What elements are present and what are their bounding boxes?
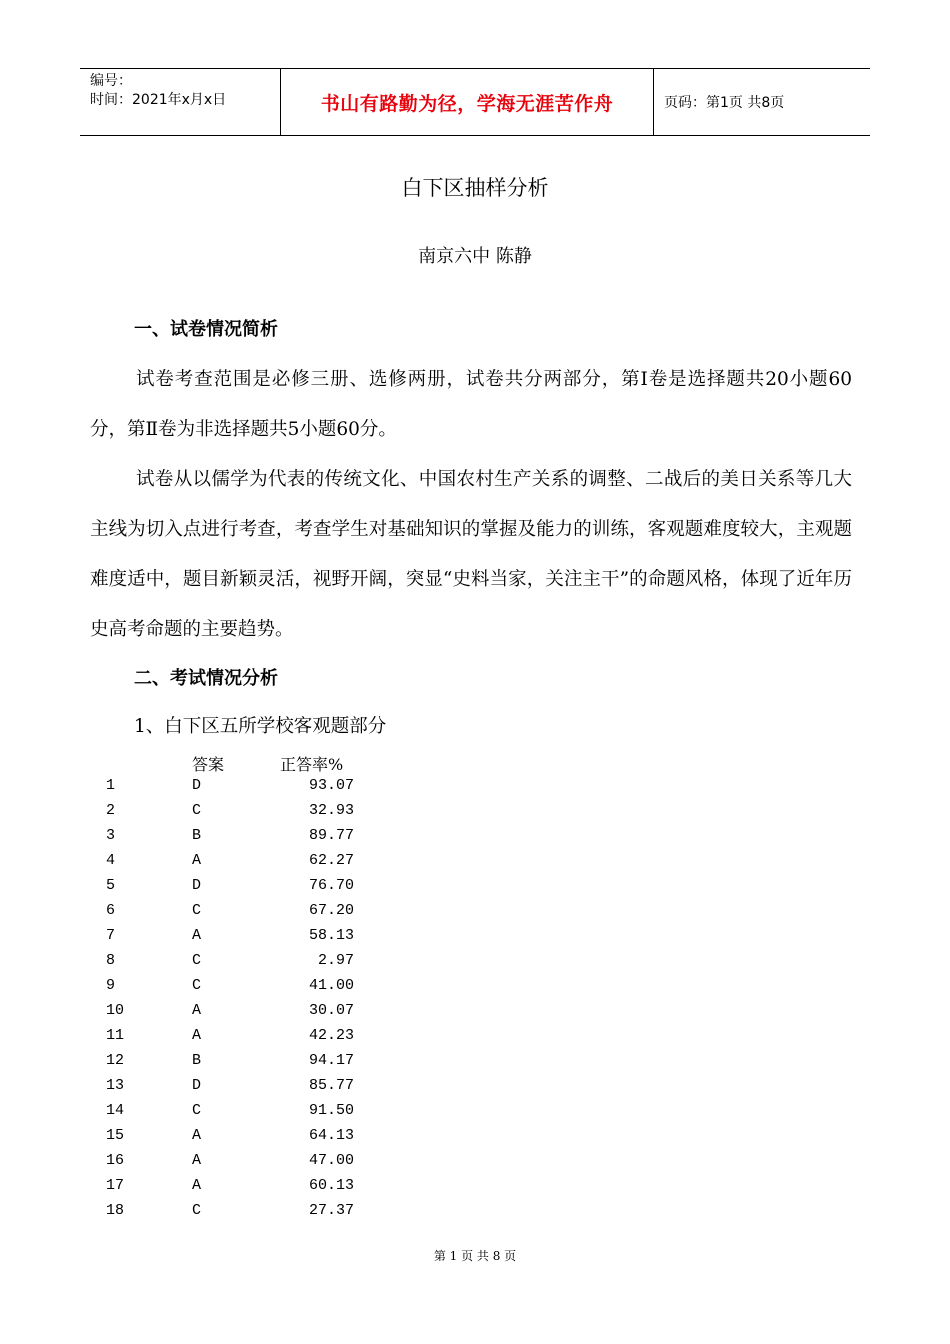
answer-cell: D bbox=[192, 877, 202, 894]
rate-cell: 30.07 bbox=[308, 1002, 354, 1019]
table-row bbox=[0, 1002, 400, 1027]
table-row bbox=[0, 1127, 400, 1152]
rate-cell: 67.20 bbox=[308, 902, 354, 919]
table-row bbox=[0, 902, 400, 927]
rate-cell: 47.00 bbox=[308, 1152, 354, 1169]
answer-cell: C bbox=[192, 802, 202, 819]
question-number: 8 bbox=[106, 952, 116, 969]
section1-heading: 一、试卷情况简析 bbox=[134, 319, 278, 340]
header-meta bbox=[80, 69, 280, 135]
question-number: 6 bbox=[106, 902, 116, 919]
rate-cell: 93.07 bbox=[308, 777, 354, 794]
question-number: 11 bbox=[106, 1027, 125, 1044]
table-row bbox=[0, 1077, 400, 1102]
table-row bbox=[0, 877, 400, 902]
table-row bbox=[0, 802, 400, 827]
header-motto-cell bbox=[280, 69, 654, 135]
question-number: 13 bbox=[106, 1077, 125, 1094]
subsection-1-heading: 1、白下区五所学校客观题部分 bbox=[134, 716, 387, 737]
question-number: 1 bbox=[106, 777, 116, 794]
answer-cell: A bbox=[192, 1177, 202, 1194]
answer-cell: A bbox=[192, 1002, 202, 1019]
table-row bbox=[0, 827, 400, 852]
rate-cell: 58.13 bbox=[308, 927, 354, 944]
rate-cell: 2.97 bbox=[317, 952, 354, 969]
header-date-label: 时间：2021年x月x日 bbox=[90, 92, 227, 108]
answer-cell: C bbox=[192, 977, 202, 994]
table-header-rate: 正答率% bbox=[280, 755, 344, 774]
question-number: 4 bbox=[106, 852, 116, 869]
rate-cell: 94.17 bbox=[308, 1052, 354, 1069]
document-author: 南京六中 陈静 bbox=[418, 246, 532, 267]
table-row bbox=[0, 1027, 400, 1052]
question-number: 2 bbox=[106, 802, 116, 819]
section1-paragraph-2: 试卷从以儒学为代表的传统文化、中国农村生产关系的调整、二战后的美日关系等几大主线为切入点进行考查，考查学生对基础知识的掌握及能力的训练，客观题难度较大，主观题难度适中，题目新颖灵活，视野开阔，突显“史料当家，关注主干”的命题风格，体现了近年历史高考命题的主要趋势。 bbox=[90, 469, 852, 640]
question-number: 15 bbox=[106, 1127, 125, 1144]
header-id-label: 编号： bbox=[90, 73, 132, 89]
question-number: 17 bbox=[106, 1177, 125, 1194]
header-motto: 书山有路勤为径，学海无涯苦作舟 bbox=[320, 92, 614, 115]
page-header bbox=[80, 68, 870, 136]
table-row bbox=[0, 1102, 400, 1127]
header-page-cell bbox=[654, 69, 870, 135]
table-header-answer: 答案 bbox=[192, 755, 225, 774]
question-number: 3 bbox=[106, 827, 116, 844]
question-number: 16 bbox=[106, 1152, 125, 1169]
rate-cell: 91.50 bbox=[308, 1102, 354, 1119]
question-number: 9 bbox=[106, 977, 116, 994]
rate-cell: 41.00 bbox=[308, 977, 354, 994]
table-row bbox=[0, 927, 400, 952]
table-row bbox=[0, 977, 400, 1002]
table-row bbox=[0, 952, 400, 977]
answer-cell: C bbox=[192, 902, 202, 919]
section1-paragraph-1: 试卷考查范围是必修三册、选修两册，试卷共分两部分，第Ⅰ卷是选择题共20小题60分，第Ⅱ卷为非选择题共5小题60分。 bbox=[90, 369, 852, 440]
answer-cell: D bbox=[192, 777, 202, 794]
rate-cell: 62.27 bbox=[308, 852, 354, 869]
rate-cell: 76.70 bbox=[308, 877, 354, 894]
question-number: 5 bbox=[106, 877, 116, 894]
question-number: 18 bbox=[106, 1202, 125, 1219]
answer-cell: B bbox=[192, 827, 202, 844]
answer-cell: C bbox=[192, 1102, 202, 1119]
answer-cell: C bbox=[192, 1202, 202, 1219]
rate-cell: 27.37 bbox=[308, 1202, 354, 1219]
rate-cell: 64.13 bbox=[308, 1127, 354, 1144]
rate-cell: 89.77 bbox=[308, 827, 354, 844]
table-row bbox=[0, 1202, 400, 1227]
rate-cell: 32.93 bbox=[308, 802, 354, 819]
answer-cell: A bbox=[192, 852, 202, 869]
answer-cell: D bbox=[192, 1077, 202, 1094]
answer-cell: A bbox=[192, 1027, 202, 1044]
table-row bbox=[0, 777, 400, 802]
section2-heading: 二、考试情况分析 bbox=[134, 668, 278, 689]
question-number: 7 bbox=[106, 927, 116, 944]
answer-cell: A bbox=[192, 927, 202, 944]
table-row bbox=[0, 1177, 400, 1202]
answer-cell: B bbox=[192, 1052, 202, 1069]
table-row bbox=[0, 852, 400, 877]
page-footer: 第 1 页 共 8 页 bbox=[433, 1249, 517, 1263]
table-row bbox=[0, 1152, 400, 1177]
rate-cell: 60.13 bbox=[308, 1177, 354, 1194]
rate-cell: 42.23 bbox=[308, 1027, 354, 1044]
table-row bbox=[0, 1052, 400, 1077]
header-page-label: 页码：第1页 共8页 bbox=[664, 95, 785, 111]
question-number: 10 bbox=[106, 1002, 125, 1019]
question-number: 14 bbox=[106, 1102, 125, 1119]
answer-cell: C bbox=[192, 952, 202, 969]
question-number: 12 bbox=[106, 1052, 125, 1069]
answer-cell: A bbox=[192, 1152, 202, 1169]
document-title: 白下区抽样分析 bbox=[401, 176, 549, 200]
answer-cell: A bbox=[192, 1127, 202, 1144]
rate-cell: 85.77 bbox=[308, 1077, 354, 1094]
